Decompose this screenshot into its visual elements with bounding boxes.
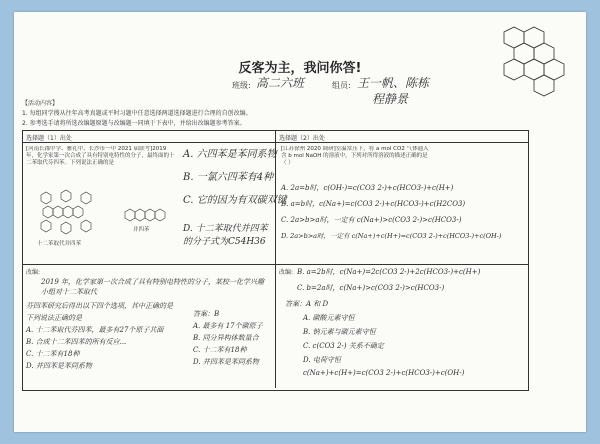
rev2-line-3: 答案：A 和 D	[285, 300, 329, 308]
activity-title: 【活动内容】	[22, 100, 59, 107]
instruction-1: 1. 每组同学搜从往年高考真题或平时习题中任意选择两道选择题进行合理的自创改编。	[22, 110, 252, 117]
group-member-2: 程静景	[372, 92, 409, 106]
rev2-line-2: C. b=2a时，c(Na+)>c(CO3 2-)>c(HCO3-)	[297, 284, 445, 292]
group-label: 组员:	[332, 81, 351, 90]
rev2-line-8: c(Na+)+c(H+)=c(CO3 2-)+c(HCO3-)+c(OH-)	[303, 369, 465, 377]
q1-source: [河南长郡中学、雅礼中、长沙市一中 2021 届联考]2019 年，化学家第一次合成了具有特别电特性的分子，最终面的十二苯取代芬四苯。下列说法正确的是	[26, 146, 175, 166]
rev1-line-6: C. 十二苯有18种	[26, 350, 80, 358]
question-table	[22, 130, 529, 391]
class-value: 高二六班	[256, 76, 305, 90]
q2-header: 选择题（2）出处	[279, 135, 325, 142]
rev1-answer-3: B. 同分异构体数量合	[193, 334, 259, 342]
rev2-line-7: D. 电荷守恒	[303, 356, 341, 364]
rev2-line-4: A. 碳酸元素守恒	[303, 314, 355, 322]
rev1-answer-5: D. 并四苯是苯同系物	[193, 358, 259, 366]
rev1-answer-2: A. 最多有 17个碳原子	[193, 322, 263, 330]
q1-mol1-label: 十二苯取代并四苯	[37, 241, 82, 247]
q1-option-b: B. 一氯六四苯有4种	[183, 172, 274, 183]
substituted-tetracene-icon	[33, 189, 103, 239]
rev1-line-7: D. 并四苯是苯同系物	[26, 362, 92, 370]
rev2-label: 改编:	[279, 269, 294, 276]
q2-option-a: A. 2a=b时，c(OH-)=c(CO3 2-)+c(HCO3-)+c(H+)	[281, 184, 454, 192]
rev2-line-5: B. 钠元素与碳元素守恒	[303, 328, 376, 336]
worksheet-page	[14, 12, 586, 432]
rev2-line-6: C. c(CO3 2-) 关系不确定	[303, 342, 384, 350]
rev1-answer-4: C. 十二苯有18种	[193, 346, 247, 354]
rev1-answer-1: 答案：B	[193, 310, 220, 318]
q1-header: 选择题（1）出处	[26, 135, 72, 142]
group-member-1: 王一帆、陈栋	[357, 76, 430, 90]
rev2-line-1: B. a=2b时，c(Na+)=2c(CO3 2-)+2c(HCO3-)+c(H+)	[297, 268, 481, 276]
q2-option-d: D. 2a>b>a时，一定有 c(Na+)+c(H+)=c(CO3 2-)+c(HCO3-)+c(OH-)	[281, 232, 502, 240]
q1-option-d: D. 十二苯取代并四苯的分子式为C54H36	[183, 224, 268, 247]
q1-option-a: A. 六四苯是苯同系物	[183, 149, 277, 160]
rev1-line-1: 2019 年，化学家第一次合成了具有特别电特性的分子，某校一化学兴趣小组对十二苯取代	[41, 278, 265, 296]
rev1-line-2: 芬四苯研究后得出以下四个选项，其中正确的是	[26, 302, 173, 310]
rev1-line-5: B. 合成十二苯四苯的所有反应...	[26, 338, 127, 346]
rev1-line-3: 下列说法正确的是	[26, 314, 82, 322]
instruction-2: 2. 参考选手请将所选改编题原题与改编题一同填于下表中，并给出改编题参考答案。	[22, 120, 246, 127]
q2-source: [江苏徐州 2020 调研]室温常压下，将 a mol CO2 气体通入含 b mol NaOH 的溶液中，下列对所得溶液的描述正确的是（ ）	[281, 146, 429, 166]
page-title: 反客为主，我问你答!	[238, 61, 362, 76]
q2-option-c: C. 2a>b>a时，一定有 c(Na+)>c(CO3 2-)>c(HCO3-)	[281, 216, 462, 224]
q2-option-b: B. a=b时，c(Na+)=c(CO3 2-)+c(HCO3-)+c(H2CO3)	[281, 200, 466, 208]
rev1-label: 改编:	[26, 269, 41, 276]
q1-mol2-label: 并四苯	[133, 227, 150, 233]
tetracene-icon	[123, 205, 173, 225]
q1-option-c: C. 它的因为有双碳双键	[183, 195, 287, 206]
class-label: 班级:	[232, 81, 251, 90]
rev1-line-4: A. 十二苯取代芬四苯，最多有27个原子共面	[26, 326, 164, 334]
